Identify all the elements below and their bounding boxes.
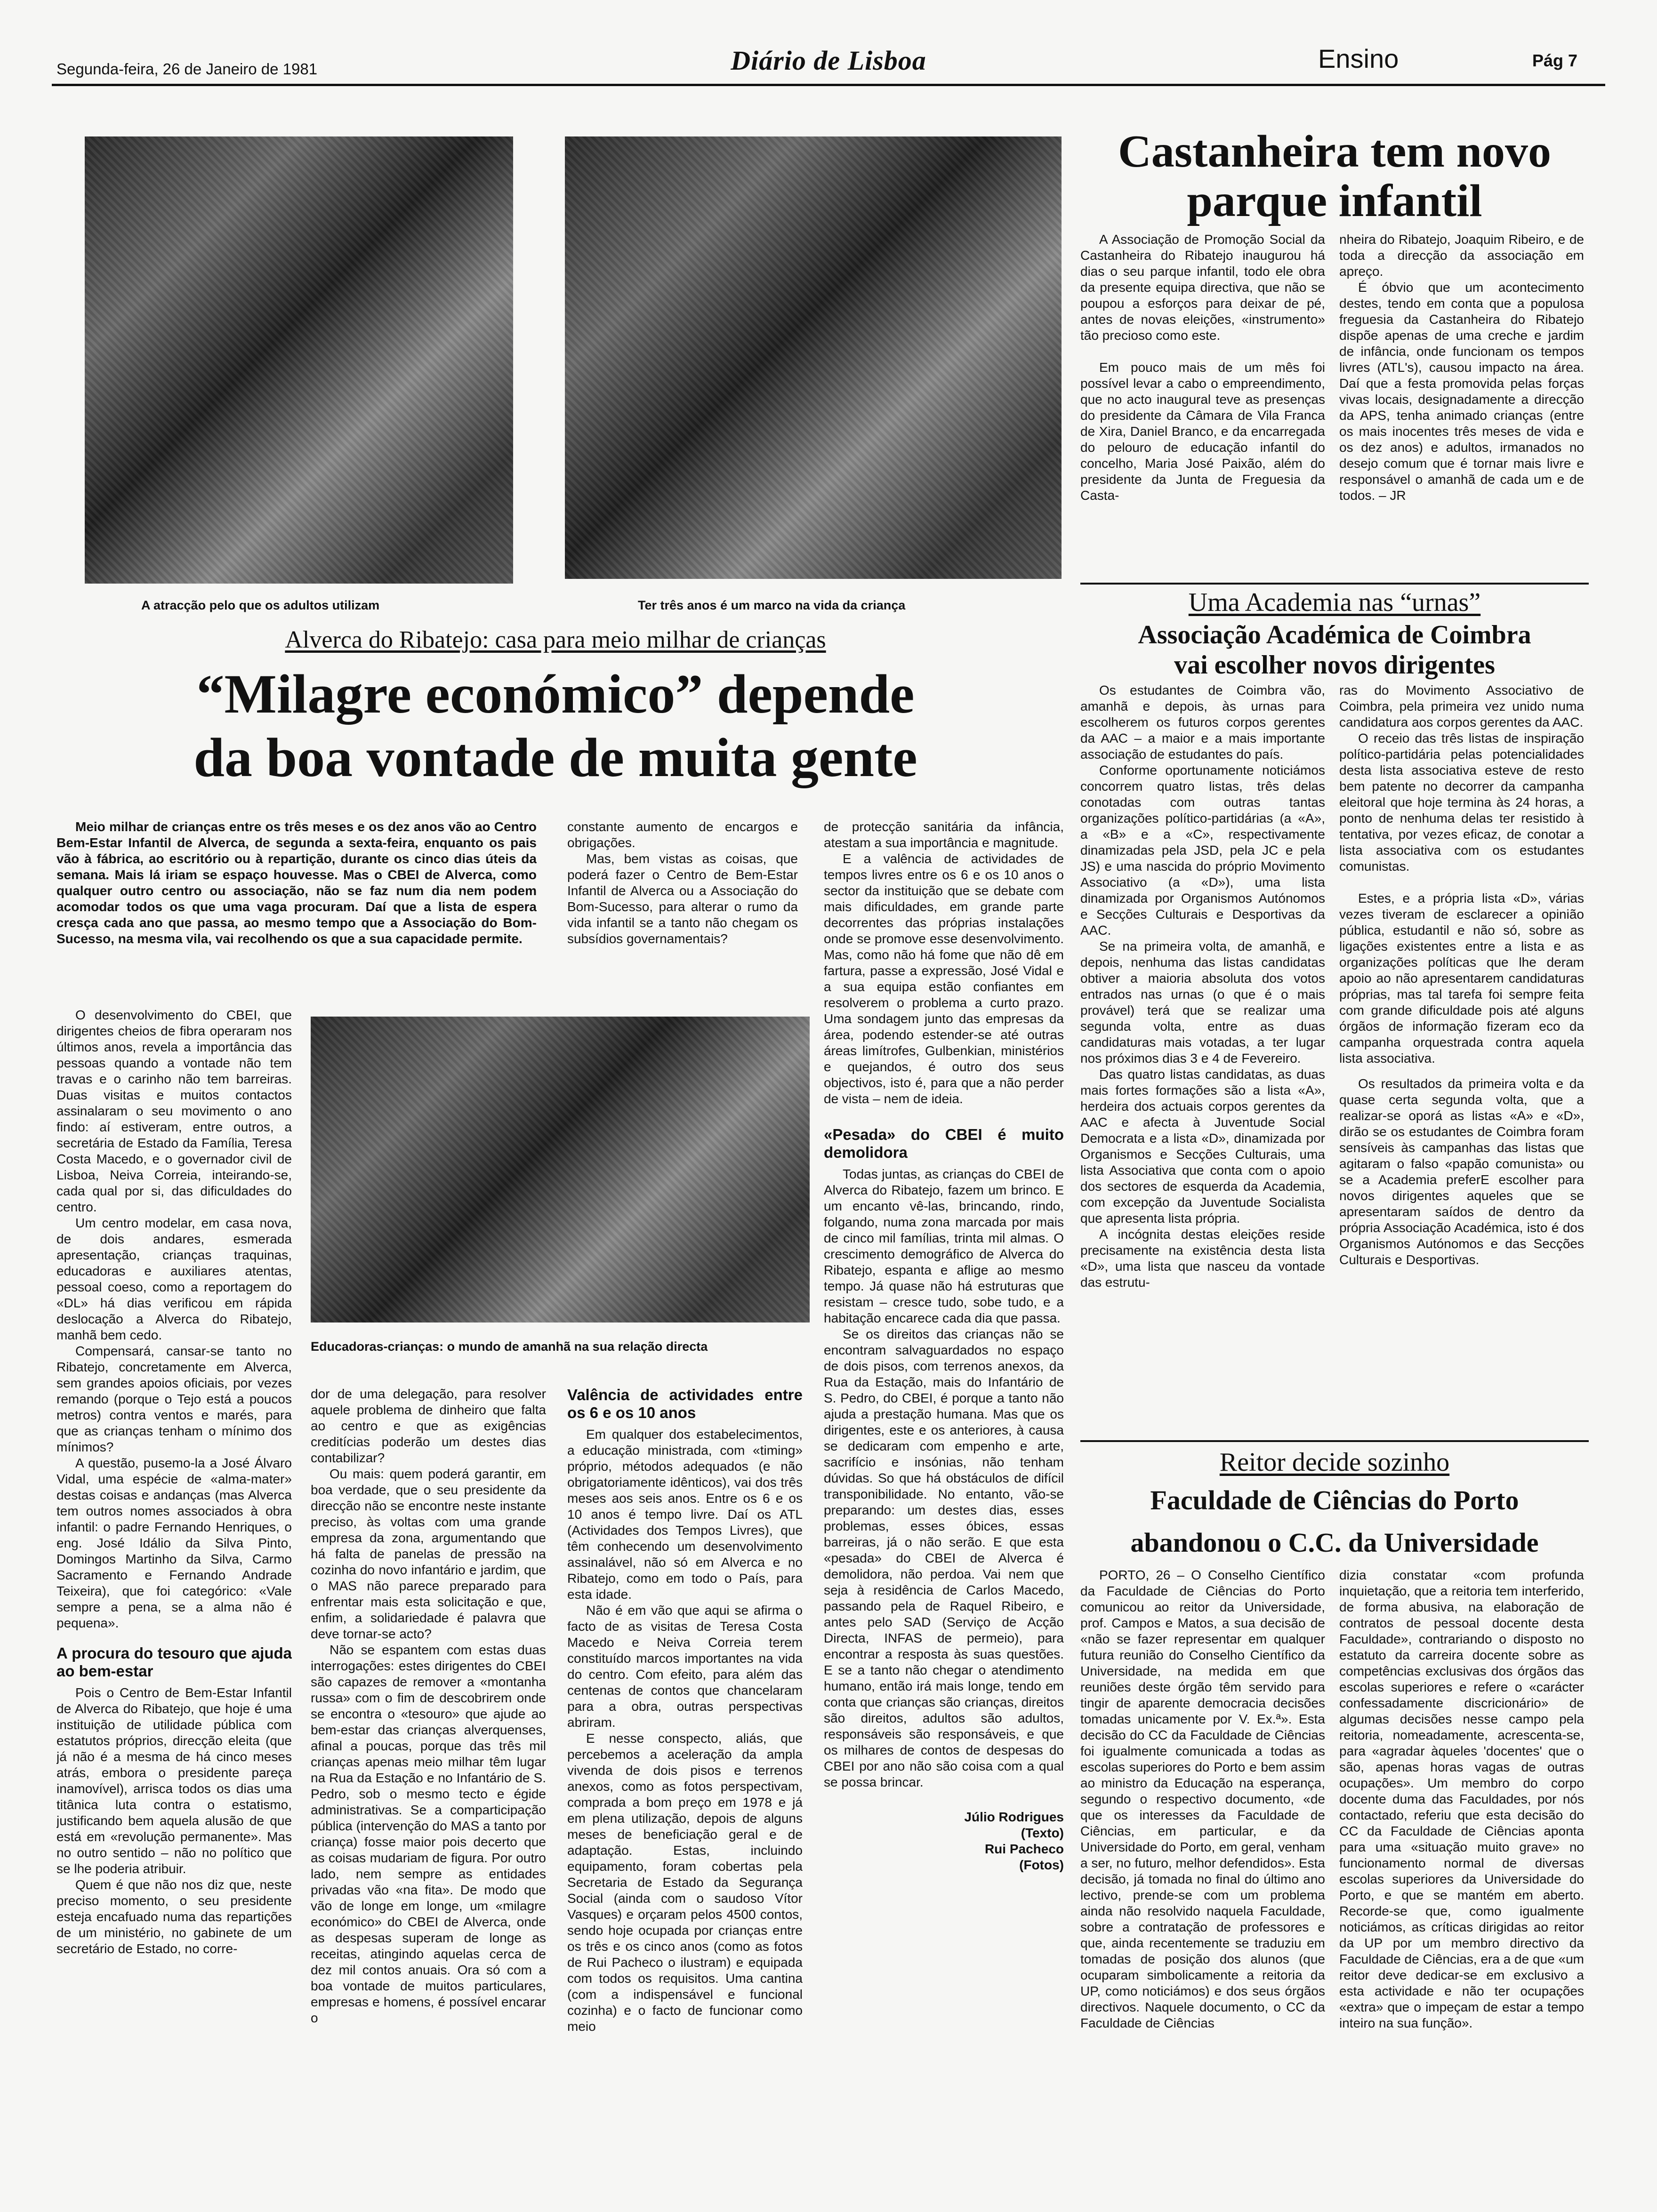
alverca-lead <box>56 819 537 988</box>
paragraph: E nesse conspecto, aliás, que percebemos a aceleração da ampla vivenda de dois pisos e terrenos anexos, como as fotos perspectivam, comprada a bom preço em 1978 e já em plena utilização, depois de alguns meses de beneficiação geral e de adaptação. Estas, incluindo equipamento, foram cobertas pela Secretaria de Estado da Segurança Social (ainda com o saudoso Vítor Vasques) e orçaram pelos 4500 contos, sendo hoje ocupada por crianças entre os três e os cinco anos (como as fotos de Rui Pacheco o ilustram) e equipada com todos os requisitos. Uma cantina (com a indispensável e funcional cozinha) e o facto de funcionar como meio <box>567 1731 803 2034</box>
porto-headline-1: Faculdade de Ciências do Porto <box>1150 1485 1519 1515</box>
paragraph: ras do Movimento Associativo de Coimbra, pela primeira vez unido numa candidatura aos corpos gerentes da AAC. <box>1339 683 1584 729</box>
lead-paragraph: Meio milhar de crianças entre os três meses e os dez anos vão ao Centro Bem-Estar Infantil de Alverca, de segunda a sexta-feira, enquanto os pais vão à fábrica, ao escritório ou à repartição, durante os cinco dias úteis da semana. Mais lá iriam se espaço houvesse. Mas o CBEI de Alverca, como qualquer outro centro ou associação, não se faz num dia nem podem acomodar todos os que uma vaga procuram. Daí que a lista de espera cresça cada ano que passa, ao mesmo tempo que a Associação do Bom-Sucesso, na mesma vila, vai recolhendo os que a sua capacidade permite. <box>56 819 537 946</box>
academia-col-1 <box>1080 682 1325 1431</box>
paragraph: Todas juntas, as crianças do CBEI de Alverca do Ribatejo, fazem um brinco. E um encanto vê-las, brincando, rindo, folgando, numa zona marcada por mais de cinco mil famílias, trinta mil almas. O crescimento demográfico de Alverca do Ribatejo, espanta e aflige ao mesmo tempo. Já quase não há estruturas que resistam – cresce tudo, sobe tudo, e a habitação encarece cada dia que passa. <box>824 1167 1064 1325</box>
photo-caption-middle: Educadoras-crianças: o mundo de amanhã na sua relação directa <box>311 1339 708 1354</box>
alverca-col-d <box>824 819 1064 2193</box>
alverca-col-b-bottom <box>311 1386 546 2193</box>
alverca-col-c-bottom <box>567 1386 803 2193</box>
paragraph: O receio das três listas de inspiração político-partidária pelas potencialidades desta lista associativa esteve de resto bem patente no decorrer da campanha eleitoral que hoje termina às 24 horas, a ponto de nenhuma delas ter resistido à tentativa, por vezes eficaz, de conotar a lista associativa com os estudantes comunistas. <box>1339 731 1584 874</box>
paragraph: O desenvolvimento do CBEI, que dirigentes cheios de fibra operaram nos últimos anos, revela a importância das pessoas quando a vontade não tem travas e o carinho não tem barreiras. Duas visitas e muitos contactos assinalaram o seu movimento o ano findo: aí estiveram, entre outros, a secretária de Estado da Família, Teresa Costa Macedo, e o governador civil de Lisboa, Neiva Correia, inteirando-se, cada qual por si, das dificuldades do centro. <box>56 1008 292 1214</box>
paragraph: E a valência de actividades de tempos livres entre os 6 e os 10 anos o sector da instituição que se debate com mais dificuldades, em grande parte decorrentes das próprias instalações onde se promove esse desenvolvimento. Mas, como não há fome que não dê em fartura, passe a expressão, José Vidal e a sua equipa estão confiantes em resolverem o problema a curto prazo. Uma sondagem junto das empresas da área, podendo estender-se até outras áreas limítrofes, Gulbenkian, ministérios e quejandos, é outro dos seus objectivos, isto é, para que a não perder de vista – nem de ideia. <box>824 851 1064 1106</box>
paragraph: A incógnita destas eleições reside precisamente na existência desta lista «D», uma lista que nasceu da vontade das estrutu- <box>1080 1227 1325 1290</box>
photo-children-table <box>565 136 1062 579</box>
paragraph: Não é em vão que aqui se afirma o facto de as visitas de Teresa Costa Macedo e Neiva Correia terem constituído marcos importantes na vida do centro. Com efeito, para além das centenas de contos que chancelaram para a obra, outras perspectivas abriram. <box>567 1603 803 1730</box>
alverca-col-a <box>56 1007 292 2193</box>
academia-col-2 <box>1339 682 1584 1431</box>
paragraph: PORTO, 26 – O Conselho Científico da Faculdade de Ciências do Porto comunicou ao reitor da Universidade, prof. Campos e Matos, a sua decisão de «não se fazer representar em qualquer futura reunião do Conselho Científico da Universidade, na medida em que reuniões deste órgão têm servido para tingir de aparente democracia decisões tomadas unicamente por V. Ex.ª». Esta decisão do CC da Faculdade de Ciências foi igualmente comunicada a todas as escolas superiores do Porto e bem assim ao ministro da Educação na esperança, segundo o respectivo documento, «de que os interesses da Faculdade de Ciências, em particular, e da Universidade do Porto, em geral, venham a ser, no futuro, melhor defendidos». Esta decisão, já tomada no final do último ano lectivo, prende-se com um problema ainda não resolvido naquela Faculdade, sobre a contratação de professores e que, ainda recentemente se traduziu em tomadas de posição dos alunos (que ocuparam simbolicamente a reitoria da UP, como noticiámos) e dos seus órgãos directivos. Naquele documento, o CC da Faculdade de Ciências <box>1080 1568 1325 2030</box>
paragraph: dizia constatar «com profunda inquietação, que a reitoria tem interferido, de forma abusiva, na elaboração de contratos de pessoal docente desta Faculdade», contrariando o disposto no estatuto da carreira docente sobre as competências exclusivas dos órgãos das escolas superiores e refere o «carácter confessadamente discricionário» de algumas decisões nesse campo pela reitoria, nomeadamente, acrescenta-se, para «agradar àqueles 'docentes' que o são, apenas horas vagas de outras ocupações». Um membro do corpo docente duma das Faculdades, por nós contactado, referiu que esta decisão do CC da Faculdade de Ciências aponta para uma «situação muito grave» no funcionamento normal de diversas escolas superiores da Universidade do Porto, e que se mantém em aberto. Recorde-se que, como igualmente noticiámos, as críticas dirigidas ao reitor da UP por um membro directivo da Faculdade de Ciências, era a de que «um reitor deve dedicar-se em exclusivo a esta actividade e não ter ocupações «extra» que o impeçam de estar a tempo inteiro na sua função». <box>1339 1568 1584 2030</box>
masthead: Diário de Lisboa <box>731 45 926 76</box>
date-line: Segunda-feira, 26 de Janeiro de 1981 <box>56 60 318 78</box>
paragraph: Mas, bem vistas as coisas, que poderá fazer o Centro de Bem-Estar Infantil de Alverca ou a Associação do Bom-Sucesso, para alterar o rumo da vida infantil se a tanto não chegam os subsídios governamentais? <box>567 851 798 946</box>
paragraph: A questão, pusemo-la a José Álvaro Vidal, uma espécie de «alma-mater» destas coisas e andanças (mas Alverca tem outros nomes associados à obra infantil: o padre Fernando Henriques, o eng. José Idálio da Silva Pinto, Domingos Martinho da Silva, Carmo Sacramento e Fernando Andrade Teixeira), que foi categórico: «Vale sempre a pena, se a alma não é pequena». <box>56 1456 292 1630</box>
paragraph: constante aumento de encargos e obrigações. <box>567 819 798 850</box>
castanheira-headline: Castanheira tem novo parque infantil <box>1118 126 1552 226</box>
paragraph: É óbvio que um acontecimento destes, tendo em conta que a populosa freguesia da Castanheira do Ribatejo dispõe apenas de uma creche e jardim de infância, onde funcionam os tempos livres (ATL's), causou impacto na área. Daí que a festa promovida pelas forças vivas locais, designadamente a direcção da APS, tenha animado crianças (entre os mais inocentes três meses de vida e os dez anos) e adultos, irmanados no desejo comum que é tornar mais livre e responsável o amanhã de cada um e de todos. – JR <box>1339 280 1584 503</box>
castanheira-col-2 <box>1339 232 1584 575</box>
credit-text: (Texto) <box>1021 1826 1064 1840</box>
alverca-kicker: Alverca do Ribatejo: casa para meio milhar de crianças <box>285 626 826 653</box>
subhead-pesada: «Pesada» do CBEI é muito demolidora <box>824 1126 1064 1161</box>
porto-col-2 <box>1339 1567 1584 2193</box>
paragraph: Se os direitos das crianças não se encontram salvaguardados no espaço de dois pisos, com terrenos anexos, da Rua da Estação, mais do Infantário de S. Pedro, do CBEI, é porque a tanto não ajuda a prestação humana. Mas que os dirigentes, este e os anteriores, à causa se dedicaram com empenho e arte, sacrifício e insónias, não tenham dúvidas. So que há obstáculos de difícil transponibilidade. No entanto, vão-se preparando: um destes dias, esses problemas, esses óbices, essas barreiras, já o não serão. E que esta «pesada» do CBEI de Alverca é demolidora, não perdoa. Vai nem que seja à residência de Carlos Macedo, passando pela de Raquel Ribeiro, e antes pelo SAD (Serviço de Acção Directa, INFAS de permeio), para encontrar a resposta às suas questões. E se a tanto não chegar o atendimento humano, então irá mais longe, tendo em conta que crianças são crianças, direitos são direitos, adultos são adultos, responsáveis são responsáveis, e que os milhares de contos de despesas do CBEI por ano não são coisa com a qual se possa brincar. <box>824 1327 1064 1789</box>
header-rule <box>52 84 1605 86</box>
paragraph: dor de uma delegação, para resolver aquele problema de dinheiro que falta ao centro e que as exigências creditícias poderão um destes dias contabilizar? <box>311 1387 546 1465</box>
academia-headline-2: vai escolher novos dirigentes <box>1174 650 1495 680</box>
photo-children-cupboard <box>85 136 513 584</box>
paragraph: nheira do Ribatejo, Joaquim Ribeiro, e de toda a direcção da associação em apreço. <box>1339 232 1584 279</box>
academia-headline-1: Associação Académica de Coimbra <box>1138 620 1531 649</box>
paragraph: Não se espantem com estas duas interrogações: estes dirigentes do CBEI são capazes de remover a «montanha russa» com o fim de descobrirem onde se encontra o «tesouro» que ajude ao bem-estar das crianças alverquenses, afinal a poucas, porque das três mil crianças apenas meio milhar têm lugar na Rua da Estação e no Infantário de S. Pedro, sob o mesmo tecto e égide administrativas. Se a comparticipação pública (intervenção do MAS a tanto por criança) fosse maior pois decerto que as coisas mudariam de figura. Por outro lado, nem sempre as entidades privadas vão «na fita». De modo que vão de longe em longe, um «milagre económico» do CBEI de Alverca, onde as despesas superam de longe as receitas, atingindo aquelas cerca de dez mil contos anuais. Ora só com a boa vontade de muitos particulares, empresas e homens, é possível encarar o <box>311 1643 546 2025</box>
porto-col-1 <box>1080 1567 1325 2193</box>
porto-kicker: Reitor decide sozinho <box>1219 1448 1450 1477</box>
castanheira-bottom-rule <box>1080 583 1589 585</box>
paragraph: Em qualquer dos estabelecimentos, a educação ministrada, com «timing» próprio, métodos adequados (e não obrigatoriamente idênticos), vai dos três meses aos seis anos. Entre os 6 e os 10 anos é tempo livre. Daí os ATL (Actividades dos Tempos Livres), que têm conhecendo um desenvolvimento assinalável, não só em Alverca e no Ribatejo, como em todo o País, para esta idade. <box>567 1427 803 1602</box>
credit-photographer: Rui Pacheco <box>984 1842 1064 1856</box>
paragraph: Um centro modelar, em casa nova, de dois andares, esmerada apresentação, crianças traquinas, educadoras e auxiliares atentas, pessoal coeso, como a reportagem do «DL» há dias verificou em rápida deslocação a Alverca do Ribatejo, manhã bem cedo. <box>56 1216 292 1342</box>
paragraph: Quem é que não nos diz que, neste preciso momento, o seu presidente esteja encafuado numa das repartições de um ministério, no gabinete de um secretário de Estado, no corre- <box>56 1877 292 1956</box>
subhead-tesouro: A procura do tesouro que ajuda ao bem-estar <box>56 1644 292 1680</box>
credit-author: Júlio Rodrigues <box>964 1810 1064 1824</box>
paragraph: Conforme oportunamente noticiámos concorrem quatro listas, três delas conotadas com outras tantas organizações político-partidárias (a «A», a «B» e a «C», respectivamente dinamizadas pela JSD, pela JC e pela JS) e uma nascida do próprio Movimento Associativo (a «D»), uma lista dinamizada por Organismos Autónomos e Secções Culturais e Desportivas da AAC. <box>1080 763 1325 938</box>
photo-educators-children <box>311 1017 810 1322</box>
paragraph: Ou mais: quem poderá garantir, em boa verdade, que o seu presidente da direcção não se encontre neste instante preciso, às voltas com uma grande empresa da zona, argumentando que há falta de panelas de pressão na cozinha do novo infantário e jardim, que o MAS não parece preparado para enfrentar mais esta solicitação e que, enfim, a solidariedade é palavra que deve tornar-se acto? <box>311 1467 546 1641</box>
paragraph: Os estudantes de Coimbra vão, amanhã e depois, às urnas para escolherem os futuros corpos gerentes da AAC – a maior e a mais importante associação de estudantes do país. <box>1080 683 1325 761</box>
alverca-headline-2: da boa vontade de muita gente <box>193 727 917 788</box>
paragraph: Os resultados da primeira volta e da quase certa segunda volta, que a realizar-se oporá as listas «A» e «D», dirão se os estudantes de Coimbra foram sensíveis às campanhas das listas que agitaram o falso «papão comunista» ou se a Academia preferE escolher para novos dirigentes aqueles que se apresentaram saídos de dentro da própria Associação Académica, isto é dos Organismos Autónomos e das Secções Culturais e Desportivas. <box>1339 1076 1584 1267</box>
castanheira-col-1 <box>1080 232 1325 575</box>
paragraph: de protecção sanitária da infância, atestam a sua importância e magnitude. <box>824 819 1064 850</box>
paragraph: Estes, e a própria lista «D», várias vezes tiveram de esclarecer a opinião pública, estudantil e não só, sobre as ligações existentes entre a lista e as organizações políticas que lhe deram apoio ao não apresentarem candidaturas próprias, mas tal tarefa foi sempre feita com grande dificuldade pois até alguns órgãos de informação fizeram eco da campanha orquestrada contra aquela lista associativa. <box>1339 891 1584 1066</box>
subhead-valencia: Valência de actividades entre os 6 e os 10 anos <box>567 1386 803 1421</box>
paragraph: Se na primeira volta, de amanhã, e depois, nenhuma das listas candidatas obtiver a maioria absoluta dos votos entrados nas urnas (o que é o mais provável) terá que se realizar uma segunda volta, entre as duas candidaturas mais votadas, a ter lugar nos próximos dias 3 e 4 de Fevereiro. <box>1080 939 1325 1066</box>
alverca-col-b-top <box>567 819 798 1017</box>
paragraph: Em pouco mais de um mês foi possível levar a cabo o empreendimento, que no acto inaugural teve as presenças do presidente da Câmara de Vila Franca de Xira, Daniel Branco, e da encarregada do pelouro de educação infantil do concelho, Maria José Paixão, além do presidente da Junta de Freguesia da Casta- <box>1080 360 1325 503</box>
paragraph: A Associação de Promoção Social da Castanheira do Ribatejo inaugurou há dias o seu parque infantil, todo ele obra da presente equipa directiva, que não se poupou a esforços para deixar de pé, antes de novas eleições, «instrumento» tão precioso como este. <box>1080 232 1325 343</box>
credit-photos: (Fotos) <box>1019 1858 1064 1872</box>
porto-headline-2: abandonou o C.C. da Universidade <box>1130 1527 1539 1558</box>
photo-caption-center: Ter três anos é um marco na vida da criança <box>638 598 906 612</box>
paragraph: Das quatro listas candidatas, as duas mais fortes formações são a lista «A», herdeira dos actuais corpos gerentes da AAC e afecta à Juventude Social Democrata e a lista «D», dinamizada por Organismos e Secções Culturais, uma lista Associativa que conta com o apoio dos sectores de esquerda da Academia, com excepção da Juventude Socialista que apresenta lista própria. <box>1080 1067 1325 1226</box>
academia-bottom-rule <box>1080 1440 1589 1442</box>
credits <box>824 1809 1064 1873</box>
page-number: Pág 7 <box>1532 51 1578 70</box>
alverca-headline-1: “Milagre económico” depende <box>196 663 915 725</box>
section-label: Ensino <box>1318 44 1399 73</box>
paragraph: Pois o Centro de Bem-Estar Infantil de Alverca do Ribatejo, que hoje é uma instituição de utilidade pública com estatutos próprios, direcção eleita (que já não é a mesma de há cinco meses atrás, embora o presidente pareça inamovível), arrisca todos os dias uma titânica luta contra o estatismo, justificando bem aquela alusão de que está em «revolução permanente». Mas no outro sentido – não no político que se lhe poderia atribuir. <box>56 1685 292 1876</box>
academia-kicker: Uma Academia nas “urnas” <box>1188 588 1481 617</box>
paragraph: Compensará, cansar-se tanto no Ribatejo, concretamente em Alverca, sem grandes apoios oficiais, por vezes remando (porque o Tejo está a poucos metros) contra ventos e marés, para que as crianças tenham o mínimo dos mínimos? <box>56 1344 292 1454</box>
photo-caption-left: A atracção pelo que os adultos utilizam <box>141 598 380 612</box>
